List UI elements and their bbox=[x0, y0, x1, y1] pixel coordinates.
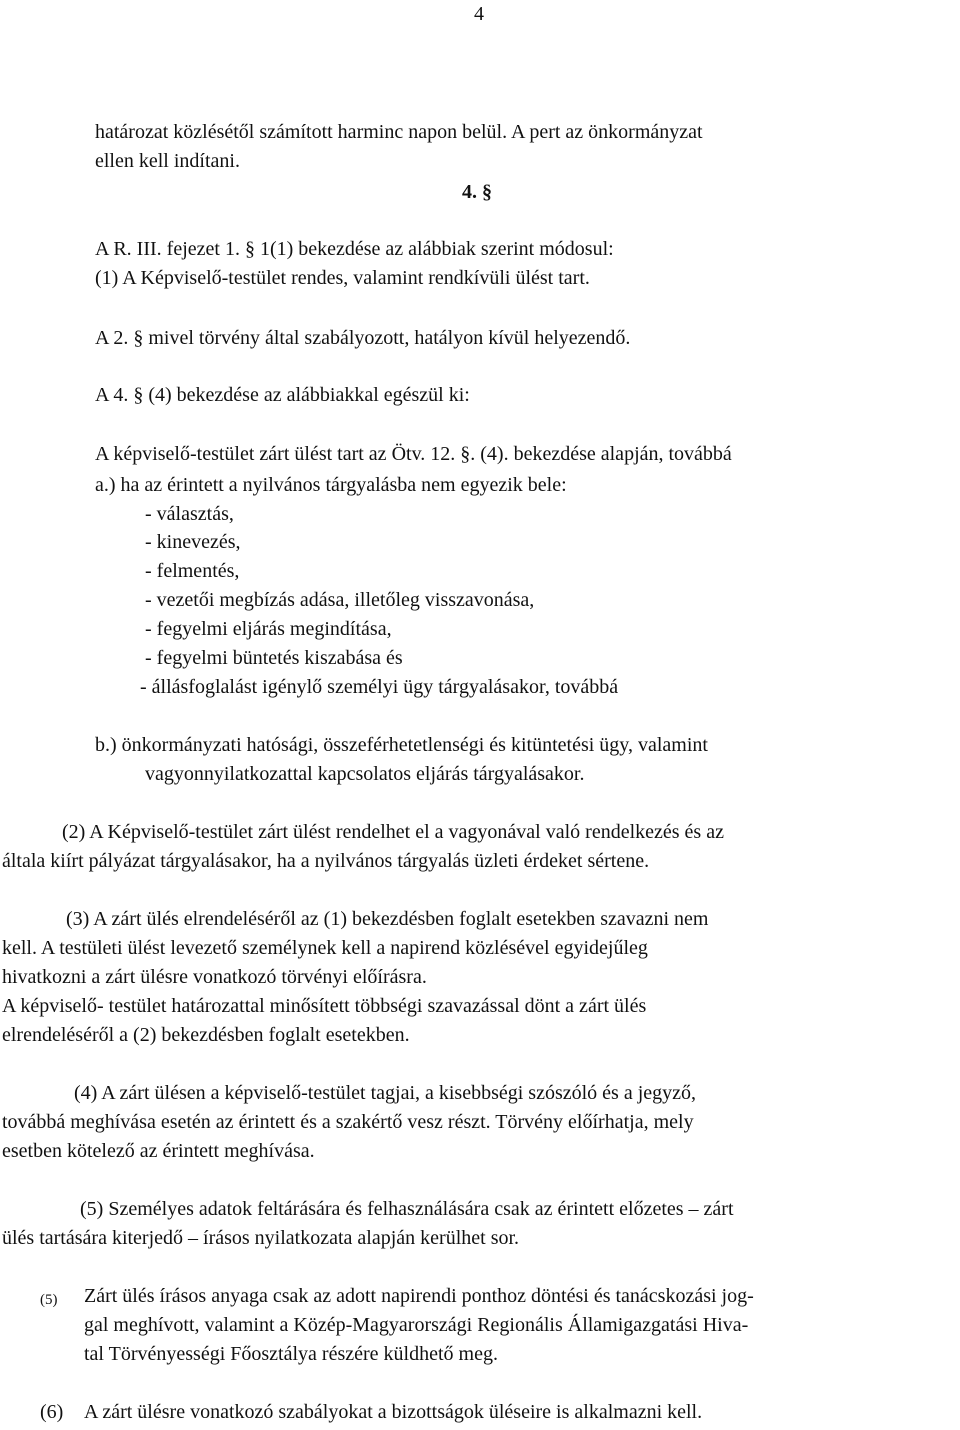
text-line: (5) Személyes adatok feltárására és felhasználására csak az érintett előzetes – zárt bbox=[80, 1198, 734, 1220]
text-line: elrendeléséről a (2) bekezdésben foglalt esetekben. bbox=[2, 1024, 410, 1046]
text-line: gal meghívott, valamint a Közép-Magyarországi Regionális Államigazgatási Hiva- bbox=[84, 1314, 749, 1336]
text-line: (1) A Képviselő-testület rendes, valamint rendkívüli ülést tart. bbox=[95, 267, 590, 289]
list-item: - kinevezés, bbox=[145, 531, 241, 553]
text-line: A képviselő- testület határozattal minősített többségi szavazással dönt a zárt ülés bbox=[2, 995, 647, 1017]
text-line: továbbá meghívása esetén az érintett és a szakértő vesz részt. Törvény előírhatja, mely bbox=[2, 1111, 694, 1133]
page-number: 4 bbox=[474, 3, 484, 25]
text-line: b.) önkormányzati hatósági, összeférhetetlenségi és kitüntetési ügy, valamint bbox=[95, 734, 708, 756]
paragraph-number: (5) bbox=[40, 1292, 58, 1308]
text-line: tal Törvényességi Főosztálya részére küldhető meg. bbox=[84, 1343, 498, 1365]
text-line: A 4. § (4) bekezdése az alábbiakkal egészül ki: bbox=[95, 384, 470, 406]
list-item: - választás, bbox=[145, 503, 234, 525]
text-line: ellen kell indítani. bbox=[95, 150, 240, 172]
text-line: ülés tartására kiterjedő – írásos nyilatkozata alapján kerülhet sor. bbox=[2, 1227, 520, 1249]
text-line: (4) A zárt ülésen a képviselő-testület tagjai, a kisebbségi szószóló és a jegyző, bbox=[74, 1082, 697, 1104]
text-line: A képviselő-testület zárt ülést tart az Ötv. 12. §. (4). bekezdése alapján, továbbá bbox=[95, 443, 732, 465]
text-line: hivatkozni a zárt ülésre vonatkozó törvényi előírásra. bbox=[2, 966, 427, 988]
list-item: - vezetői megbízás adása, illetőleg visszavonása, bbox=[145, 589, 535, 611]
text-line: kell. A testületi ülést levezető személynek kell a napirend közlésével egyidejűleg bbox=[2, 937, 648, 959]
text-line: A zárt ülésre vonatkozó szabályokat a bizottságok üléseire is alkalmazni kell. bbox=[84, 1401, 703, 1423]
list-item: - felmentés, bbox=[145, 560, 240, 582]
paragraph-number: (6) bbox=[40, 1401, 64, 1423]
text-line: a.) ha az érintett a nyilvános tárgyalásba nem egyezik bele: bbox=[95, 474, 567, 496]
text-line: A R. III. fejezet 1. § 1(1) bekezdése az alábbiak szerint módosul: bbox=[95, 238, 614, 260]
text-line: esetben kötelező az érintett meghívása. bbox=[2, 1140, 315, 1162]
section-heading: 4. § bbox=[462, 181, 492, 203]
list-item: - fegyelmi büntetés kiszabása és bbox=[145, 647, 403, 669]
list-item: - fegyelmi eljárás megindítása, bbox=[145, 618, 392, 640]
text-line: (3) A zárt ülés elrendeléséről az (1) bekezdésben foglalt esetekben szavazni nem bbox=[66, 908, 709, 930]
text-line: általa kiírt pályázat tárgyalásakor, ha a nyilvános tárgyalás üzleti érdeket sértene. bbox=[2, 850, 650, 872]
text-line: A 2. § mivel törvény által szabályozott, hatályon kívül helyezendő. bbox=[95, 327, 631, 349]
list-item: - állásfoglalást igénylő személyi ügy tárgyalásakor, továbbá bbox=[140, 676, 619, 698]
text-line: vagyonnyilatkozattal kapcsolatos eljárás tárgyalásakor. bbox=[145, 763, 585, 785]
text-line: Zárt ülés írásos anyaga csak az adott napirendi ponthoz döntési és tanácskozási jog- bbox=[84, 1285, 754, 1307]
text-line: határozat közlésétől számított harminc napon belül. A pert az önkormányzat bbox=[95, 121, 703, 143]
text-line: (2) A Képviselő-testület zárt ülést rendelhet el a vagyonával való rendelkezés és az bbox=[62, 821, 724, 843]
